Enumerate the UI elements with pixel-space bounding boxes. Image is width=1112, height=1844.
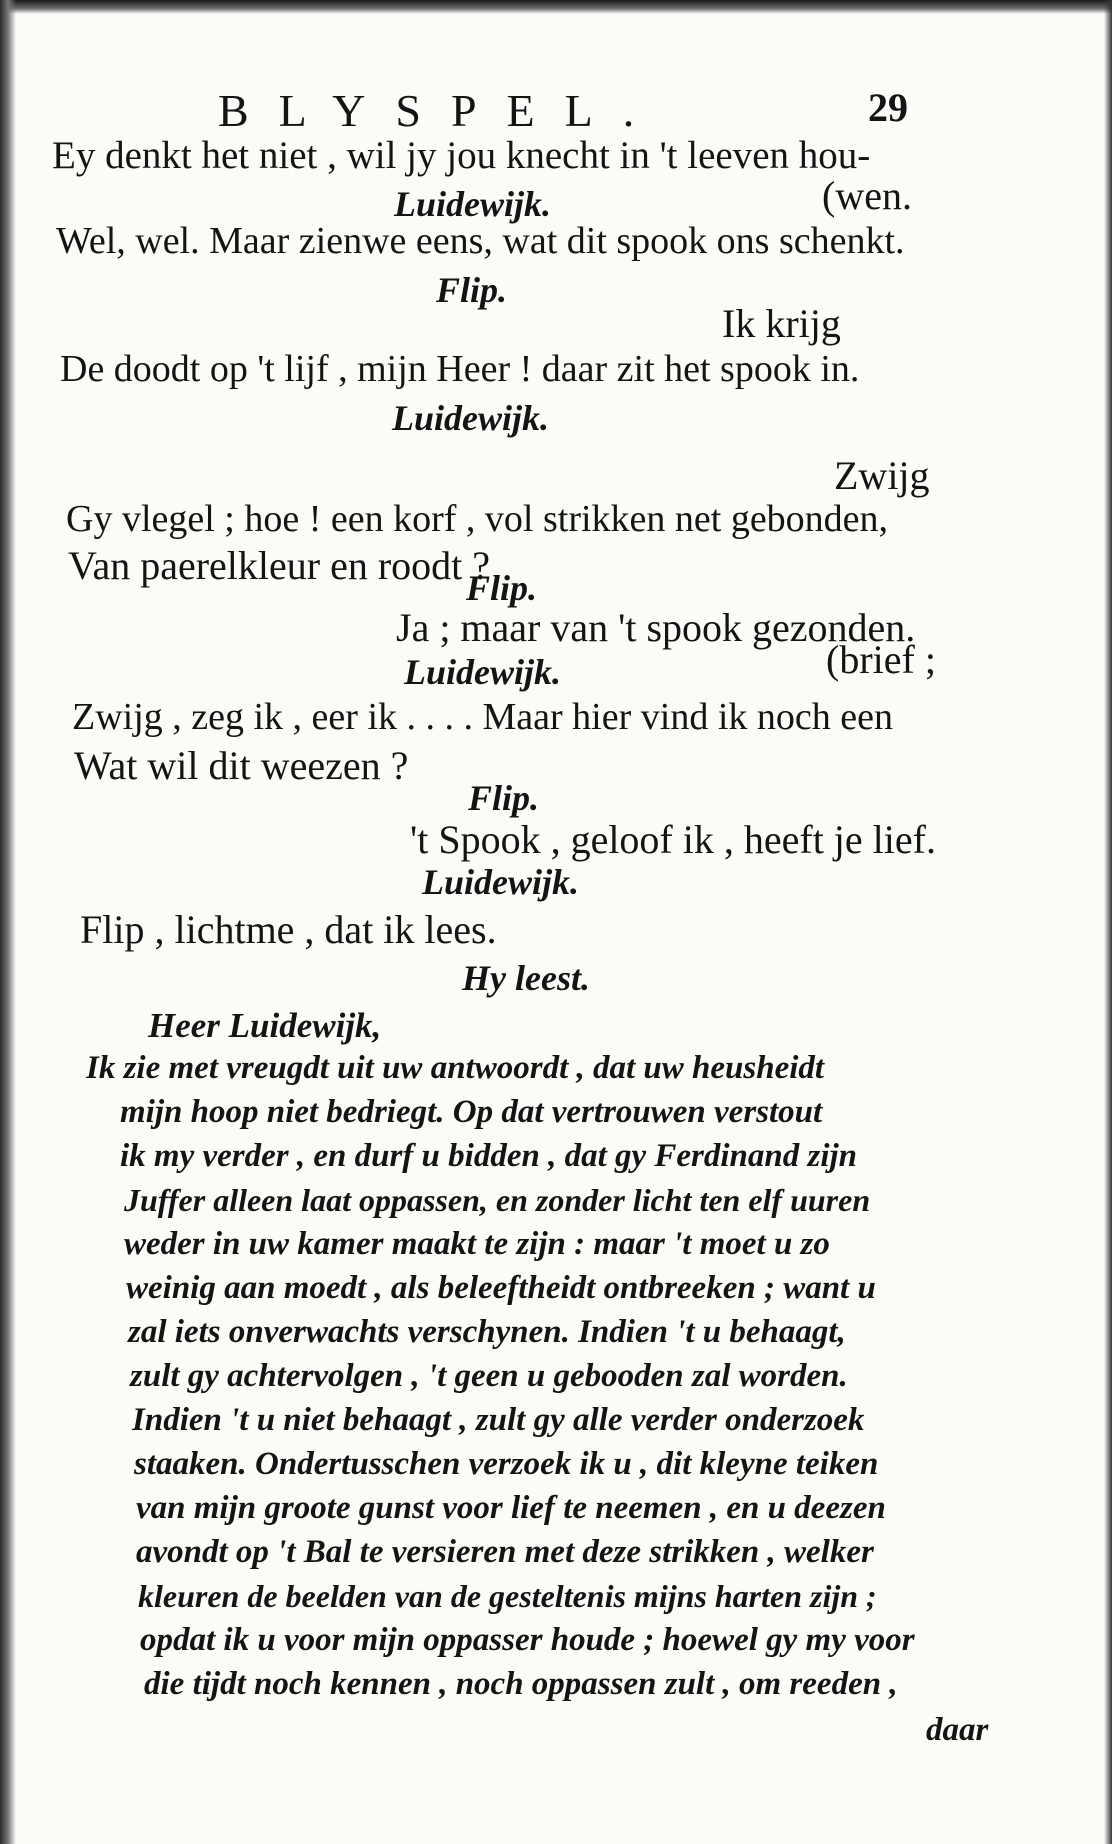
speaker-name: Flip. [436, 270, 508, 310]
letter-line: weinig aan moedt , als beleeftheidt ontbreeken ; want u [126, 1270, 876, 1306]
text-line: Flip , lichtme , dat ik lees. [80, 907, 497, 952]
text-line: Ey denkt het niet , wil jy jou knecht in 't leeven hou- [52, 134, 871, 177]
speaker-name: Luidewijk. [394, 184, 552, 224]
page-number: 29 [868, 85, 908, 130]
speaker-name: Flip. [466, 568, 538, 608]
text-line: De doodt op 't lijf , mijn Heer ! daar zit het spook in. [60, 348, 860, 390]
scan-right-edge [1104, 0, 1112, 1844]
text-line: Wel, wel. Maar zienwe eens, wat dit spook ons schenkt. [56, 220, 905, 262]
letter-line: ik my verder , en durf u bidden , dat gy Ferdinand zijn [120, 1138, 858, 1174]
letter-line: opdat ik u voor mijn oppasser houde ; hoewel gy my voor [140, 1622, 915, 1658]
letter-line: Ik zie met vreugdt uit uw antwoordt , dat uw heusheidt [86, 1050, 825, 1086]
text-line: Zwijg [834, 453, 930, 498]
letter-line: zult gy achtervolgen , 't geen u gebooden zal worden. [130, 1358, 848, 1394]
text-line: Wat wil dit weezen ? [74, 743, 409, 788]
text-line: Zwijg , zeg ik , eer ik . . . . Maar hier vind ik noch een [72, 696, 893, 738]
letter-line: zal iets onverwachts verschynen. Indien 't u behaagt, [128, 1314, 846, 1350]
letter-line: kleuren de beelden van de gesteltenis mijns harten zijn ; [138, 1578, 877, 1614]
letter-line: van mijn groote gunst voor lief te neemen , en u deezen [136, 1490, 886, 1526]
speaker-name: Luidewijk. [392, 398, 550, 438]
letter-line: mijn hoop niet bedriegt. Op dat vertrouwen verstout [120, 1094, 823, 1130]
scan-top-edge [0, 0, 1112, 14]
running-title: BLYSPEL. [218, 85, 665, 136]
text-line: (wen. [822, 173, 912, 218]
text-line: Gy vlegel ; hoe ! een korf , vol strikken net gebonden, [66, 498, 889, 540]
text-line: (brief ; [826, 637, 936, 682]
letter-line: avondt op 't Bal te versieren met deze strikken , welker [136, 1534, 874, 1570]
letter-line: Juffer alleen laat oppassen, en zonder licht ten elf uuren [124, 1182, 871, 1218]
scan-left-edge [0, 0, 16, 1844]
speaker-name: Luidewijk. [422, 862, 580, 902]
text-line: Van paerelkleur en roodt ? [68, 543, 491, 588]
speaker-name: Luidewijk. [404, 652, 562, 692]
stage-direction: Hy leest. [462, 958, 590, 998]
letter-line: die tijdt noch kennen , noch oppassen zult , om reeden , [144, 1666, 898, 1702]
letter-line: Indien 't u niet behaagt , zult gy alle verder onderzoek [132, 1402, 865, 1438]
catchword: daar [926, 1712, 989, 1748]
letter-line: staaken. Ondertusschen verzoek ik u , dit kleyne teiken [134, 1446, 879, 1482]
speaker-name: Flip. [468, 778, 540, 818]
text-line: Ik krijg [722, 301, 841, 346]
text-line: Ja ; maar van 't spook gezonden. [396, 605, 916, 650]
letter-salutation: Heer Luidewijk, [148, 1006, 382, 1045]
text-line: 't Spook , geloof ik , heeft je lief. [410, 817, 936, 862]
letter-line: weder in uw kamer maakt te zijn : maar 't moet u zo [124, 1226, 830, 1262]
